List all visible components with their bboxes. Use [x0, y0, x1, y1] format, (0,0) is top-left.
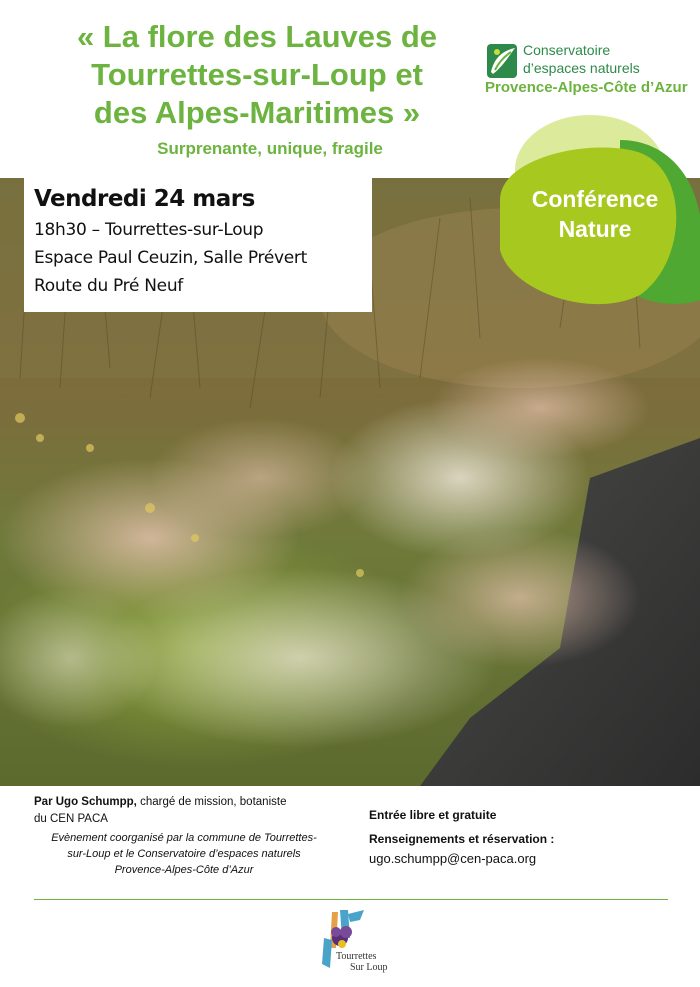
poster-title: [22, 18, 492, 132]
town-logo-line-1: Tourrettes: [336, 951, 377, 962]
title-line-3: des Alpes-Maritimes »: [93, 95, 421, 130]
entry-info: Entrée libre et gratuite: [369, 808, 497, 822]
title-line-1: « La flore des Lauves de: [76, 19, 438, 54]
speaker-info: [34, 794, 334, 828]
contact-email[interactable]: ugo.schumpp@cen-paca.org: [369, 851, 537, 866]
logo-line-3: Provence-Alpes-Côte d’Azur: [485, 79, 688, 96]
town-logo-line-2: Sur Loup: [350, 962, 388, 973]
badge-line-1: Conférence: [531, 186, 659, 212]
coorganisation-note: [34, 830, 334, 878]
co-line-1: Evènement coorganisé par la commune de Tourrettes-: [51, 832, 317, 844]
speaker-name: Par Ugo Schumpp,: [34, 796, 137, 808]
conference-badge: [505, 184, 685, 244]
logo-line-1: Conservatoire: [523, 42, 611, 58]
speaker-org: du CEN PACA: [34, 813, 108, 825]
co-line-3: Provence-Alpes-Côte d’Azur: [114, 864, 254, 876]
reservation-label: Renseignements et réservation :: [369, 832, 555, 846]
event-date: Vendredi 24 mars: [34, 186, 255, 212]
cen-paca-logo: [485, 42, 695, 102]
footer-divider: [34, 899, 668, 900]
cen-leaf-icon: [485, 42, 519, 82]
event-time-place: 18h30 – Tourrettes-sur-Loup: [34, 220, 264, 240]
poster-subtitle: Surprenante, unique, fragile: [157, 139, 383, 158]
event-details-box: [24, 178, 372, 312]
event-street: Route du Pré Neuf: [34, 276, 183, 296]
title-line-2: Tourrettes-sur-Loup et: [91, 57, 423, 92]
co-line-2: sur-Loup et le Conservatoire d’espaces naturels: [67, 848, 301, 860]
badge-line-2: Nature: [558, 216, 632, 242]
event-venue: Espace Paul Ceuzin, Salle Prévert: [34, 248, 307, 268]
speaker-role: chargé de mission, botaniste: [136, 796, 287, 808]
logo-line-2: d’espaces naturels: [523, 60, 640, 76]
